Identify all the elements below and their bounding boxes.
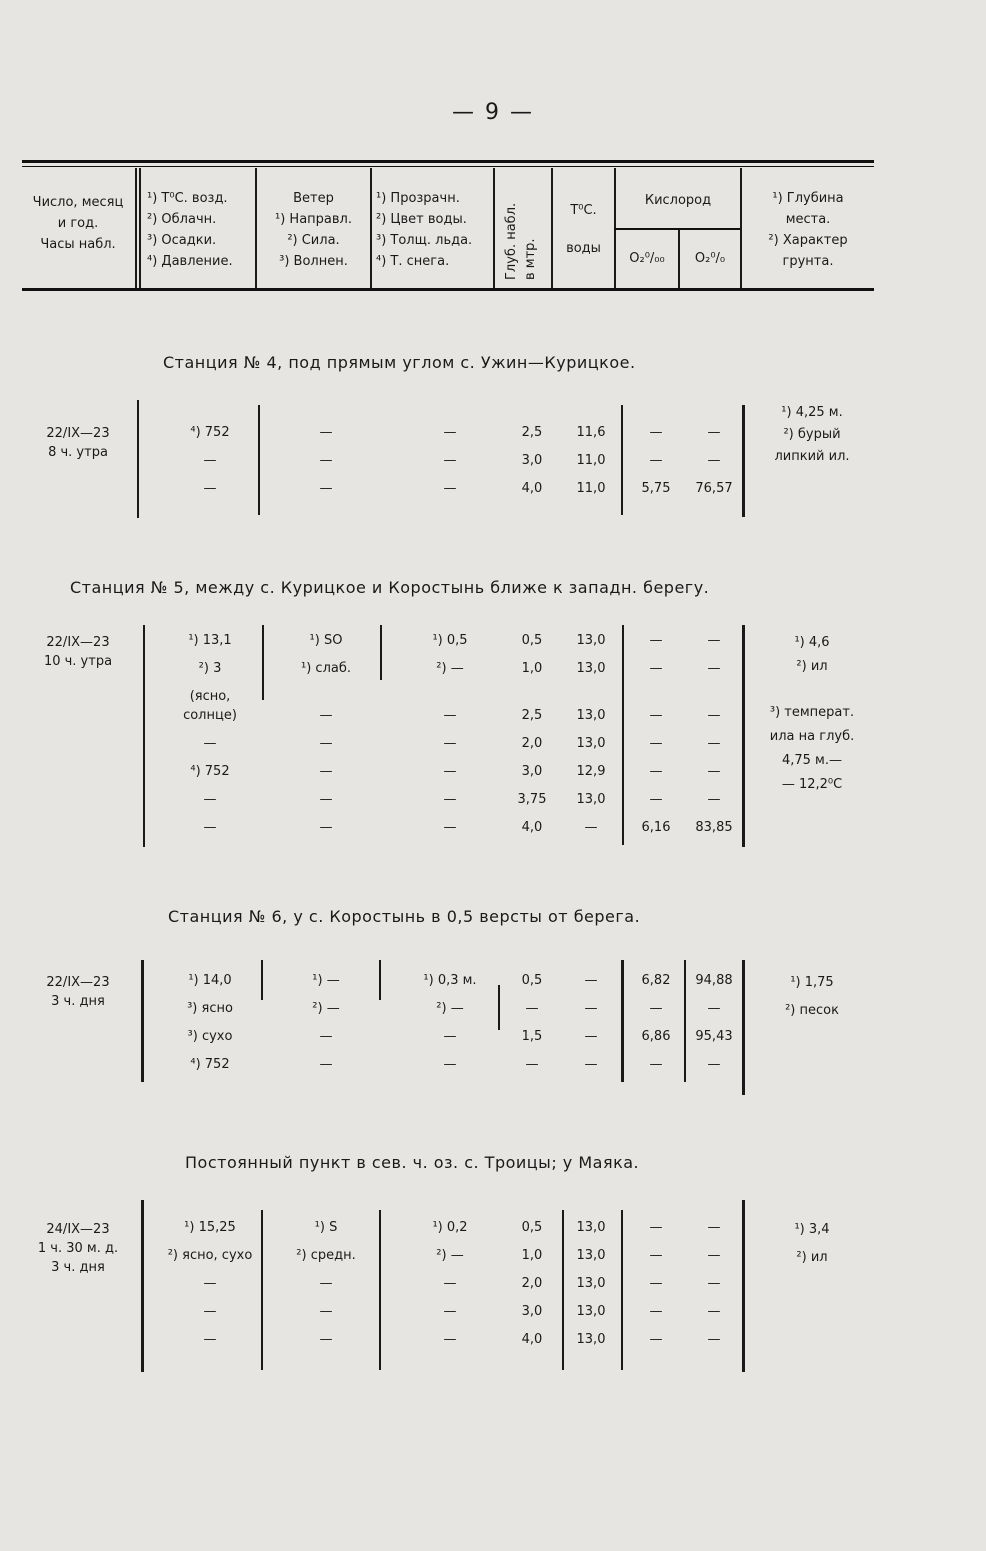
station-7-date bbox=[22, 1220, 134, 1277]
table-cell: — bbox=[443, 708, 457, 723]
table-cell: 0,5 bbox=[521, 1220, 543, 1235]
table-cell: ³) ясно bbox=[187, 1001, 233, 1016]
table-cell: — bbox=[443, 1029, 457, 1044]
table-cell: 12,9 bbox=[576, 764, 606, 779]
table-cell: — bbox=[649, 1220, 663, 1235]
table-cell: — bbox=[525, 1001, 539, 1016]
table-cell: — bbox=[319, 1332, 333, 1347]
header-line: Ветер bbox=[293, 191, 334, 206]
station-6-title: Станция № 6, у с. Коростынь в 0,5 версты от берега. bbox=[168, 907, 641, 926]
station-7-divider bbox=[621, 1210, 623, 1370]
table-cell: — bbox=[443, 453, 457, 468]
table-cell: ¹) SO bbox=[309, 633, 343, 648]
table-cell: — bbox=[707, 1248, 721, 1263]
table-cell: — bbox=[649, 792, 663, 807]
header-line: места. bbox=[785, 212, 831, 227]
table-cell: — bbox=[203, 820, 217, 835]
table-cell: — bbox=[319, 708, 333, 723]
table-cell: — bbox=[203, 453, 217, 468]
station-5-divider bbox=[143, 625, 145, 847]
table-cell: — bbox=[707, 764, 721, 779]
date-line: 10 ч. утра bbox=[43, 654, 113, 669]
date-line: 22/IX—23 bbox=[46, 635, 110, 650]
table-cell: — bbox=[649, 1248, 663, 1263]
table-cell: ¹) 0,2 bbox=[432, 1220, 468, 1235]
header-divider bbox=[551, 168, 553, 288]
table-cell: 6,16 bbox=[641, 820, 671, 835]
page-number: — 9 — bbox=[452, 100, 534, 125]
ground-note: ²) ил bbox=[796, 659, 828, 674]
header-line: ⁴) Давление. bbox=[147, 254, 233, 269]
table-cell: ²) ясно, сухо bbox=[167, 1248, 253, 1263]
table-cell: 95,43 bbox=[695, 1029, 733, 1044]
table-cell: 13,0 bbox=[576, 708, 606, 723]
table-cell: ²) 3 bbox=[198, 661, 222, 676]
header-line: Часы набл. bbox=[40, 237, 116, 252]
table-cell: — bbox=[443, 1276, 457, 1291]
table-cell: ¹) — bbox=[312, 973, 340, 988]
date-line: 24/IX—23 bbox=[46, 1222, 110, 1237]
table-cell: — bbox=[584, 820, 598, 835]
table-cell: — bbox=[443, 1332, 457, 1347]
table-cell: — bbox=[319, 792, 333, 807]
table-cell: — bbox=[443, 481, 457, 496]
table-cell: — bbox=[584, 973, 598, 988]
table-cell: 4,0 bbox=[521, 820, 543, 835]
ground-note: липкий ил. bbox=[774, 449, 850, 464]
ground-note: ²) песок bbox=[785, 1003, 839, 1018]
table-cell: — bbox=[649, 736, 663, 751]
table-cell: 13,0 bbox=[576, 1220, 606, 1235]
table-cell: — bbox=[319, 764, 333, 779]
table-cell: — bbox=[443, 764, 457, 779]
station-6-date bbox=[22, 973, 134, 1011]
table-cell: ²) — bbox=[312, 1001, 340, 1016]
table-cell: — bbox=[649, 425, 663, 440]
table-cell: солнце) bbox=[183, 708, 237, 723]
table-cell: 5,75 bbox=[641, 481, 671, 496]
table-cell: — bbox=[443, 792, 457, 807]
table-cell: 13,0 bbox=[576, 661, 606, 676]
header-bottom-rule bbox=[22, 288, 874, 291]
ground-note: ¹) 3,4 bbox=[794, 1222, 830, 1237]
ground-note: 4,75 м.— bbox=[781, 753, 843, 768]
table-cell: — bbox=[203, 1332, 217, 1347]
ground-note: ¹) 4,25 м. bbox=[781, 405, 843, 420]
table-cell: — bbox=[319, 736, 333, 751]
table-cell: 6,82 bbox=[641, 973, 671, 988]
date-line: 3 ч. дня bbox=[51, 994, 105, 1009]
date-line: 1 ч. 30 м. д. bbox=[37, 1241, 119, 1256]
table-cell: — bbox=[443, 736, 457, 751]
header-line: ²) Облачн. bbox=[147, 212, 217, 227]
table-cell: ⁴) 752 bbox=[190, 1057, 230, 1072]
header-line: ¹) Прозрачн. bbox=[376, 191, 460, 206]
table-cell: 3,0 bbox=[521, 1304, 543, 1319]
table-cell: — bbox=[319, 481, 333, 496]
header-line: Число, месяц bbox=[32, 195, 124, 210]
ground-note: — 12,2⁰C bbox=[781, 777, 843, 792]
table-cell: 4,0 bbox=[521, 1332, 543, 1347]
station-5-divider bbox=[622, 625, 624, 845]
table-cell: — bbox=[649, 1057, 663, 1072]
table-cell: — bbox=[443, 425, 457, 440]
header-line: ¹) Глубина bbox=[772, 191, 844, 206]
header-o2-permille: O₂⁰/₀₀ bbox=[629, 251, 665, 266]
station-4-divider bbox=[621, 405, 623, 515]
table-cell: ¹) 13,1 bbox=[188, 633, 232, 648]
table-cell: 13,0 bbox=[576, 1276, 606, 1291]
table-cell: — bbox=[649, 1332, 663, 1347]
ground-note: ²) бурый bbox=[783, 427, 841, 442]
table-cell: 4,0 bbox=[521, 481, 543, 496]
header-line: ⁴) Т. снега. bbox=[376, 254, 450, 269]
station-6-divider bbox=[621, 960, 624, 1082]
table-cell: 1,0 bbox=[521, 1248, 543, 1263]
table-cell: — bbox=[319, 1276, 333, 1291]
header-line: ²) Сила. bbox=[287, 233, 340, 248]
station-5-date bbox=[22, 633, 134, 671]
header-date-column bbox=[22, 192, 134, 255]
table-cell: — bbox=[525, 1057, 539, 1072]
table-cell: (ясно, bbox=[189, 689, 231, 704]
header-top-rule bbox=[22, 160, 874, 163]
table-cell: — bbox=[203, 481, 217, 496]
table-cell: — bbox=[707, 1001, 721, 1016]
table-cell: 11,0 bbox=[576, 453, 606, 468]
table-cell: — bbox=[203, 1304, 217, 1319]
table-cell: — bbox=[707, 792, 721, 807]
header-line: ²) Характер bbox=[768, 233, 848, 248]
table-cell: ¹) 14,0 bbox=[188, 973, 232, 988]
table-cell: — bbox=[707, 1276, 721, 1291]
table-cell: — bbox=[707, 708, 721, 723]
table-cell: 3,0 bbox=[521, 764, 543, 779]
header-ground-column bbox=[742, 188, 874, 272]
header-line: грунта. bbox=[782, 254, 834, 269]
table-cell: — bbox=[584, 1001, 598, 1016]
table-cell: ¹) слаб. bbox=[301, 661, 351, 676]
ground-note: ила на глуб. bbox=[769, 729, 855, 744]
table-cell: — bbox=[203, 736, 217, 751]
header-divider bbox=[493, 168, 495, 288]
table-cell: — bbox=[707, 661, 721, 676]
table-cell: — bbox=[319, 1029, 333, 1044]
header-line: ²) Цвет воды. bbox=[376, 212, 467, 227]
header-top-rule-2 bbox=[22, 166, 874, 167]
table-cell: 0,5 bbox=[521, 633, 543, 648]
table-cell: ¹) 15,25 bbox=[184, 1220, 236, 1235]
table-cell: 83,85 bbox=[695, 820, 733, 835]
header-water-temp-bottom: воды bbox=[566, 241, 601, 256]
table-cell: — bbox=[203, 1276, 217, 1291]
table-cell: ¹) 0,5 bbox=[432, 633, 468, 648]
table-cell: — bbox=[649, 1304, 663, 1319]
table-cell: 11,6 bbox=[576, 425, 606, 440]
table-cell: — bbox=[319, 453, 333, 468]
table-cell: 3,75 bbox=[517, 792, 547, 807]
table-cell: ⁴) 752 bbox=[190, 764, 230, 779]
table-cell: 2,0 bbox=[521, 736, 543, 751]
table-cell: — bbox=[707, 1332, 721, 1347]
table-cell: 1,0 bbox=[521, 661, 543, 676]
station-5-title: Станция № 5, между с. Курицкое и Коростынь ближе к западн. берегу. bbox=[70, 578, 710, 597]
table-cell: — bbox=[319, 1304, 333, 1319]
table-cell: — bbox=[319, 820, 333, 835]
table-cell: — bbox=[707, 453, 721, 468]
header-wind-column bbox=[257, 188, 370, 272]
table-cell: 2,5 bbox=[521, 708, 543, 723]
table-cell: ⁴) 752 bbox=[190, 425, 230, 440]
table-cell: — bbox=[319, 425, 333, 440]
table-cell: 13,0 bbox=[576, 1304, 606, 1319]
table-cell: — bbox=[649, 1001, 663, 1016]
table-cell: — bbox=[707, 633, 721, 648]
table-cell: ²) средн. bbox=[296, 1248, 356, 1263]
header-line: ¹) Направл. bbox=[275, 212, 352, 227]
table-cell: — bbox=[443, 820, 457, 835]
header-air-column bbox=[141, 188, 255, 272]
table-cell: 3,0 bbox=[521, 453, 543, 468]
oxygen-sub-rule bbox=[614, 228, 740, 230]
table-cell: 94,88 bbox=[695, 973, 733, 988]
table-cell: — bbox=[707, 1057, 721, 1072]
date-line: 22/IX—23 bbox=[46, 426, 110, 441]
table-cell: — bbox=[584, 1057, 598, 1072]
table-cell: — bbox=[649, 453, 663, 468]
header-o2-percent: O₂⁰/₀ bbox=[694, 251, 726, 266]
table-cell: 76,57 bbox=[695, 481, 733, 496]
table-cell: — bbox=[443, 1057, 457, 1072]
table-cell: — bbox=[649, 661, 663, 676]
station-6-divider bbox=[141, 960, 144, 1082]
station-4-divider bbox=[137, 400, 139, 518]
station-7-divider bbox=[141, 1200, 144, 1372]
table-cell: ¹) 0,3 м. bbox=[423, 973, 477, 988]
table-cell: 11,0 bbox=[576, 481, 606, 496]
header-depth-line1: Глуб. набл. bbox=[504, 202, 519, 280]
table-cell: 2,0 bbox=[521, 1276, 543, 1291]
ground-note: ²) ил bbox=[796, 1250, 828, 1265]
table-cell: 1,5 bbox=[521, 1029, 543, 1044]
table-cell: ³) сухо bbox=[187, 1029, 233, 1044]
header-line: ¹) T⁰C. возд. bbox=[147, 191, 228, 206]
table-cell: ²) — bbox=[436, 1248, 464, 1263]
table-cell: 0,5 bbox=[521, 973, 543, 988]
table-cell: 13,0 bbox=[576, 1332, 606, 1347]
table-cell: — bbox=[649, 708, 663, 723]
table-cell: ²) — bbox=[436, 661, 464, 676]
date-line: 3 ч. дня bbox=[51, 1260, 105, 1275]
table-cell: 13,0 bbox=[576, 736, 606, 751]
header-line: ³) Осадки. bbox=[147, 233, 217, 248]
header-water-temp-top: T⁰C. bbox=[570, 203, 597, 218]
table-cell: — bbox=[707, 736, 721, 751]
table-cell: ¹) S bbox=[314, 1220, 338, 1235]
date-line: 22/IX—23 bbox=[46, 975, 110, 990]
table-cell: — bbox=[203, 792, 217, 807]
table-cell: — bbox=[649, 633, 663, 648]
header-divider bbox=[135, 168, 137, 288]
table-cell: — bbox=[707, 1304, 721, 1319]
header-line: ³) Волнен. bbox=[279, 254, 348, 269]
header-depth-line2: в мтр. bbox=[523, 238, 538, 280]
table-cell: 13,0 bbox=[576, 633, 606, 648]
table-cell: — bbox=[319, 1057, 333, 1072]
ground-note: ¹) 1,75 bbox=[790, 975, 834, 990]
table-cell: — bbox=[649, 764, 663, 779]
table-cell: — bbox=[707, 425, 721, 440]
station-4-title: Станция № 4, под прямым углом с. Ужин—Курицкое. bbox=[163, 353, 636, 372]
table-cell: — bbox=[707, 1220, 721, 1235]
table-cell: 6,86 bbox=[641, 1029, 671, 1044]
table-cell: 13,0 bbox=[576, 1248, 606, 1263]
table-cell: — bbox=[649, 1276, 663, 1291]
ground-note: ¹) 4,6 bbox=[794, 635, 830, 650]
header-line: ³) Толщ. льда. bbox=[376, 233, 473, 248]
table-cell: 2,5 bbox=[521, 425, 543, 440]
header-water-column bbox=[372, 188, 493, 272]
header-oxygen: Кислород bbox=[644, 193, 712, 208]
date-line: 8 ч. утра bbox=[48, 445, 108, 460]
table-cell: ²) — bbox=[436, 1001, 464, 1016]
table-cell: 13,0 bbox=[576, 792, 606, 807]
table-cell: — bbox=[443, 1304, 457, 1319]
table-cell: — bbox=[584, 1029, 598, 1044]
ground-note: ³) температ. bbox=[769, 705, 855, 720]
header-line: и год. bbox=[57, 216, 99, 231]
station-7-title: Постоянный пункт в сев. ч. оз. с. Троицы; у Маяка. bbox=[185, 1153, 640, 1172]
station-4-date bbox=[22, 424, 134, 462]
